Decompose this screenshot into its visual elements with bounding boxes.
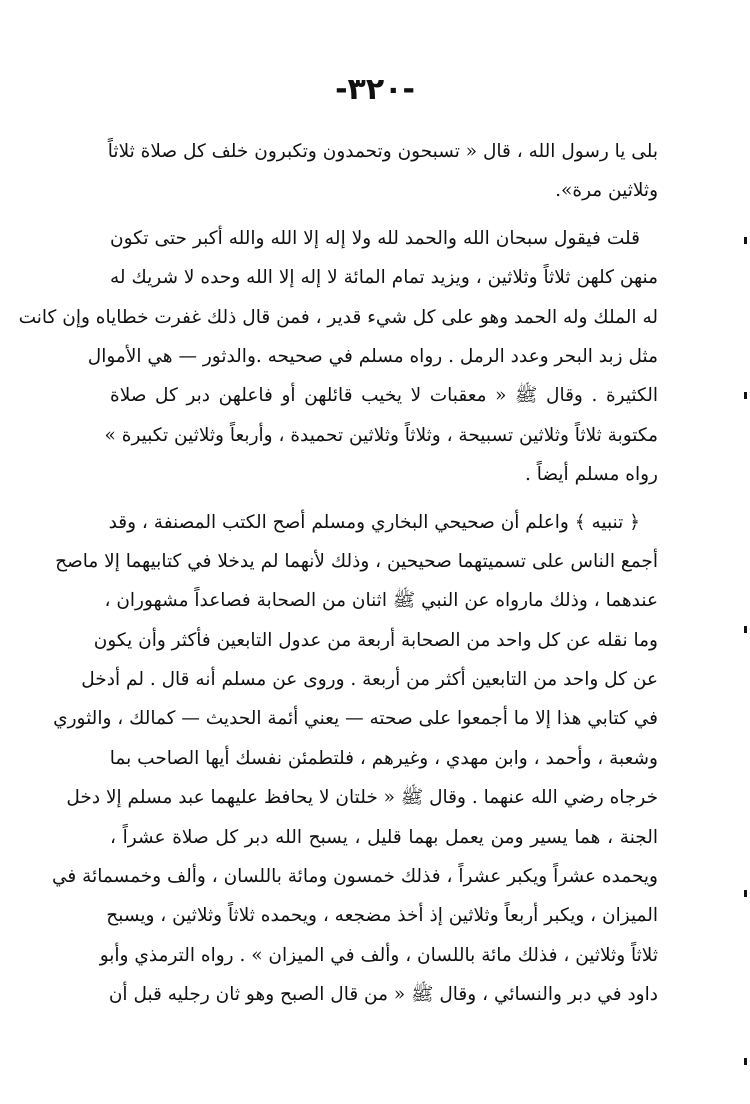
text-line: عندهما ، وذلك مارواه عن النبي ﷺ اثنان من الصحابة فصاعداً مشهوران ، [104,590,658,612]
text-line: ﴿ تنبيه ﴾ واعلم أن صحيحي البخاري ومسلم أصح الكتب المصنفة ، وقد [108,511,640,533]
text-line: ثلاثاً وثلاثين ، فذلك مائة باللسان ، وألف في الميزان » . رواه الترمذي وأبو [99,944,658,966]
text-line: الجنة ، هما يسير ومن يعمل بهما قليل ، يسبح الله دبر كل صلاة عشراً ، [110,826,658,848]
text-line: قلت فيقول سبحان الله والحمد لله ولا إله إلا الله والله أكبر حتى تكون [110,227,640,249]
text-line: عن كل واحد من التابعين أكثر من أربعة . وروى عن مسلم أنه قال . لم أدخل [81,669,658,691]
page-number: -٣٢٠- [335,72,415,107]
text-line: الميزان ، ويكبر أربعاً وثلاثين إذ أخذ مضجعه ، ويحمده ثلاثاً وثلاثين ، ويسبح [106,905,658,927]
text-line: أجمع الناس على تسميتهما صحيحين ، وذلك لأنهما لم يدخلا في كتابيهما إلا ماصح [55,550,658,572]
text-line: وشعبة ، وأحمد ، وابن مهدي ، وغيرهم ، فلتطمئن نفسك أيها الصاحب بما [109,747,658,769]
text-line: وثلاثين مرة». [555,180,658,202]
text-line: رواه مسلم أيضاً . [524,464,658,486]
text-line: داود في دبر والنسائي ، وقال ﷺ « من قال الصبح وهو ثان رجليه قبل أن [108,984,658,1006]
text-line: الكثيرة . وقال ﷺ « معقبات لا يخيب قائلهن أو فاعلهن دبر كل صلاة [110,385,658,407]
text-line: خرجاه رضي الله عنهما . وقال ﷺ « خلتان لا يحافظ عليهما عبد مسلم إلا دخل [66,787,658,809]
text-line: وما نقله عن كل واحد من الصحابة أربعة من عدول التابعين فأكثر وأن يكون [93,629,658,651]
body-text [18,132,658,1015]
text-line: ويحمده عشراً ويكبر عشراً ، فذلك خمسون ومائة باللسان ، وألف وخمسمائة في [52,866,658,888]
scan-edge-mark [744,626,747,633]
text-line: له الملك وله الحمد وهو على كل شيء قدير ، فمن قال ذلك غفرت خطاياه وإن كانت [18,306,658,328]
scan-edge-mark [744,392,747,399]
scan-edge-mark [744,890,747,897]
scan-edge-mark [744,237,747,244]
scan-edge-mark [744,1058,747,1065]
text-line: مكتوبة ثلاثاً وثلاثين تسبيحة ، وثلاثاً وثلاثين تحميدة ، وأربعاً وثلاثين تكبيرة » [104,424,658,446]
text-line: منهن كلهن ثلاثاً وثلاثين ، ويزيد تمام المائة لا إله إلا الله وحده لا شريك له [110,267,658,289]
text-line: مثل زبد البحر وعدد الرمل . رواه مسلم في صحيحه .والدثور — هي الأموال [87,345,658,367]
text-line: في كتابي هذا إلا ما أجمعوا على صحته — يعني أئمة الحديث — كمالك ، والثوري [53,708,658,730]
text-line: بلى يا رسول الله ، قال « تسبحون وتحمدون وتكبرون خلف كل صلاة ثلاثاً [107,141,658,162]
